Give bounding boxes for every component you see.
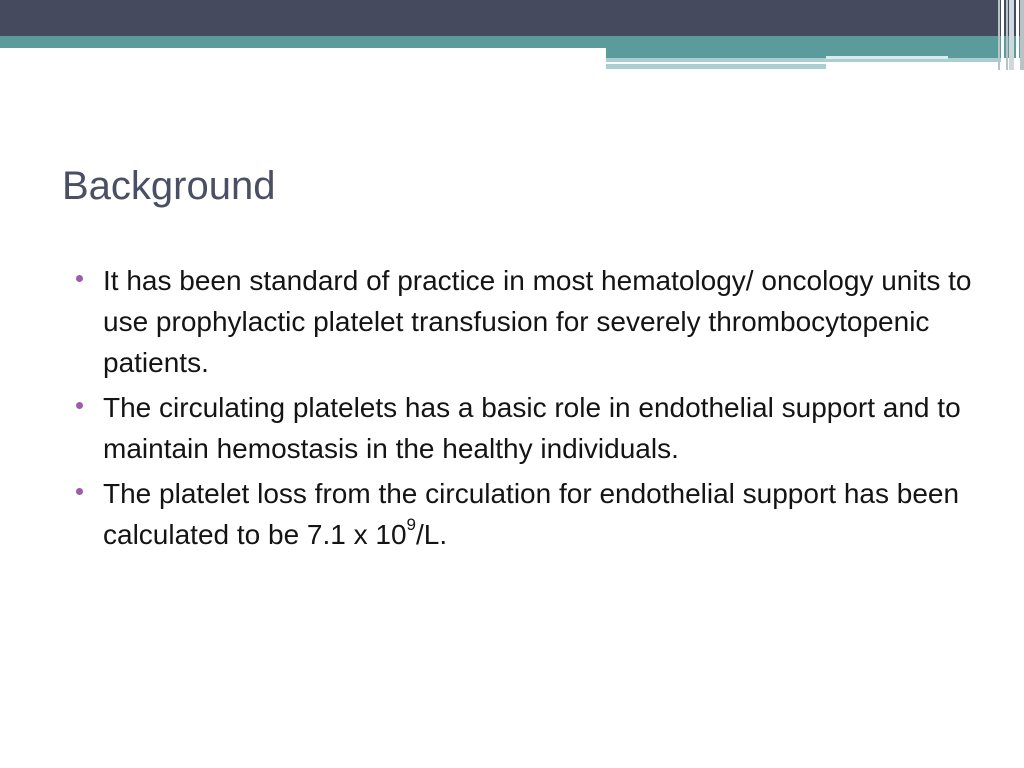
bullet-item [72, 387, 972, 469]
header-vertical-lines [998, 0, 1024, 70]
header-band-teal-accent [606, 36, 1024, 58]
bullet-text: The platelet loss from the circulation for endothelial support has been calculated to be 7.1 x 10 [103, 478, 960, 550]
bullet-item [72, 260, 972, 383]
bullet-text-suffix: /L. [416, 519, 448, 550]
header-stripe-light-short [606, 64, 826, 69]
header-band-dark [0, 0, 1024, 36]
bullet-item [72, 473, 972, 555]
bullet-dot-icon [76, 488, 83, 495]
bullet-list [72, 260, 972, 559]
header-stripe-pale [826, 56, 948, 59]
slide-title: Background [62, 164, 276, 208]
bullet-dot-icon [76, 402, 83, 409]
bullet-dot-icon [76, 275, 83, 282]
bullet-text: It has been standard of practice in most hematology/ oncology units to use prophylactic platelet transfusion for severely thrombocytopenic patients. [103, 265, 972, 378]
bullet-superscript: 9 [406, 515, 417, 534]
bullet-text: The circulating platelets has a basic role in endothelial support and to maintain hemostasis in the healthy individuals. [103, 392, 961, 464]
